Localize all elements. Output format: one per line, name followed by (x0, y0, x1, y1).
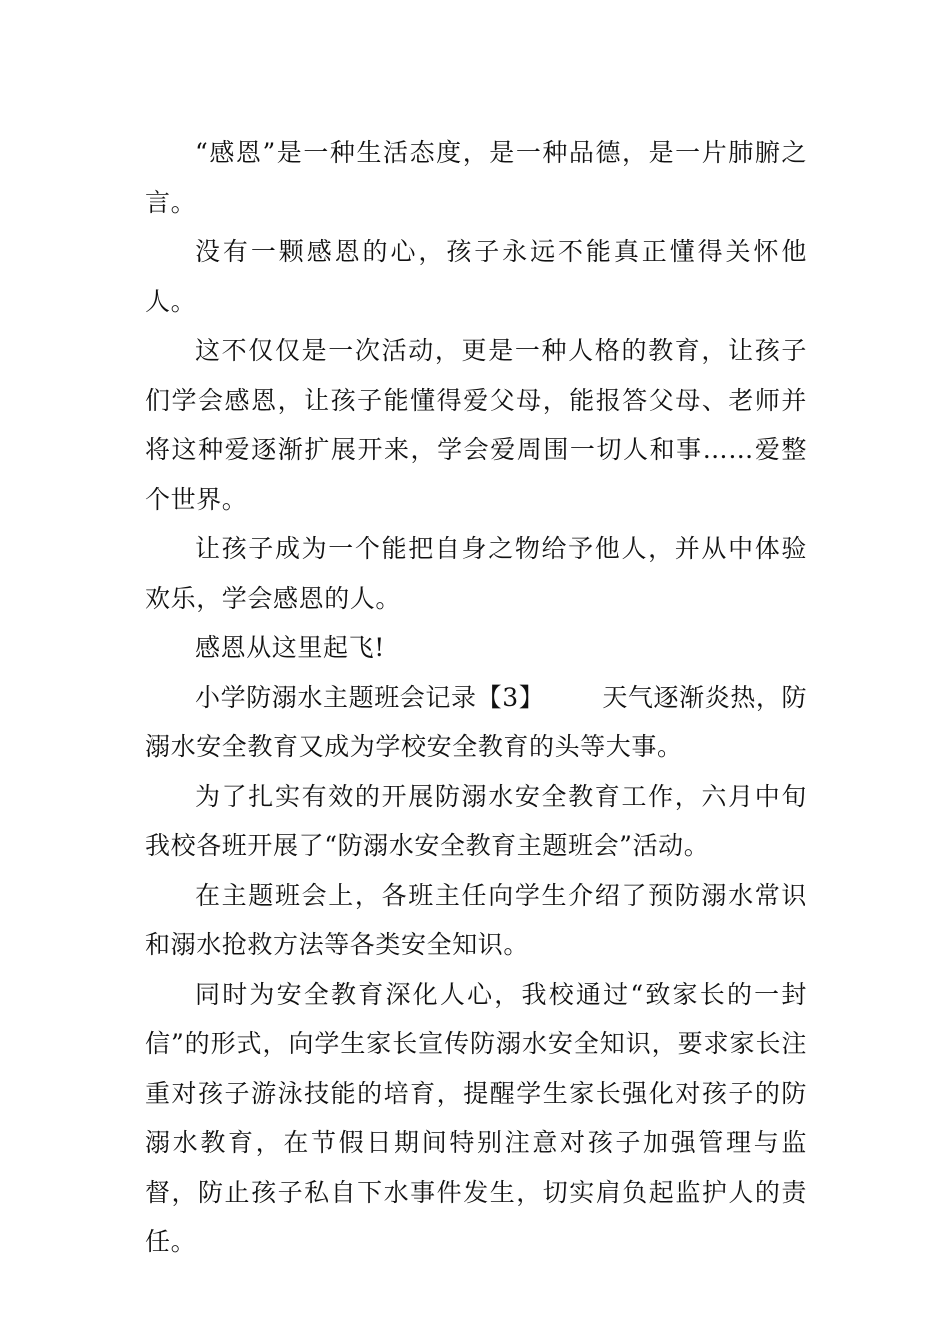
paragraph-safety-knowledge: 在主题班会上，各班主任向学生介绍了预防溺水常识和溺水抢救方法等各类安全知识。 (145, 880, 807, 959)
paragraph-take-off: 感恩从这里起飞! (195, 633, 385, 662)
section-first-line: 天气逐渐炎热，防 (602, 682, 808, 712)
paragraph-give-to-others: 让孩子成为一个能把自身之物给予他人，并从中体验欢乐，学会感恩的人。 (145, 534, 807, 613)
paragraph-gratitude-attitude: “感恩”是一种生活态度，是一种品德，是一片肺腑之言。 (145, 138, 807, 217)
paragraph-parent-letter: 同时为安全教育深化人心，我校通过“致家长的一封信”的形式，向学生家长宣传防溺水安全知识，要求家长注重对孩子游泳技能的培育，提醒学生家长强化对孩子的防溺水教育，在节假日期间特别注意对孩子加强管理与监督，防止孩子私自下水事件发生，切实肩负起监护人的责任。 (145, 979, 807, 1256)
document-body (145, 128, 807, 1267)
paragraph-class-meetings: 为了扎实有效的开展防溺水安全教育工作，六月中旬我校各班开展了“防溺水安全教育主题班会”活动。 (145, 781, 807, 860)
section-heading-line (145, 673, 807, 723)
paragraph-personality-education: 这不仅仅是一次活动，更是一种人格的教育，让孩子们学会感恩，让孩子能懂得爱父母，能报答父母、老师并将这种爱逐渐扩展开来，学会爱周围一切人和事……爱整个世界。 (145, 336, 807, 514)
paragraph-grateful-heart: 没有一颗感恩的心，孩子永远不能真正懂得关怀他人。 (145, 237, 807, 316)
section-continued-line: 溺水安全教育又成为学校安全教育的头等大事。 (145, 732, 683, 761)
section-title: 小学防溺水主题班会记录【3】 (195, 682, 545, 712)
